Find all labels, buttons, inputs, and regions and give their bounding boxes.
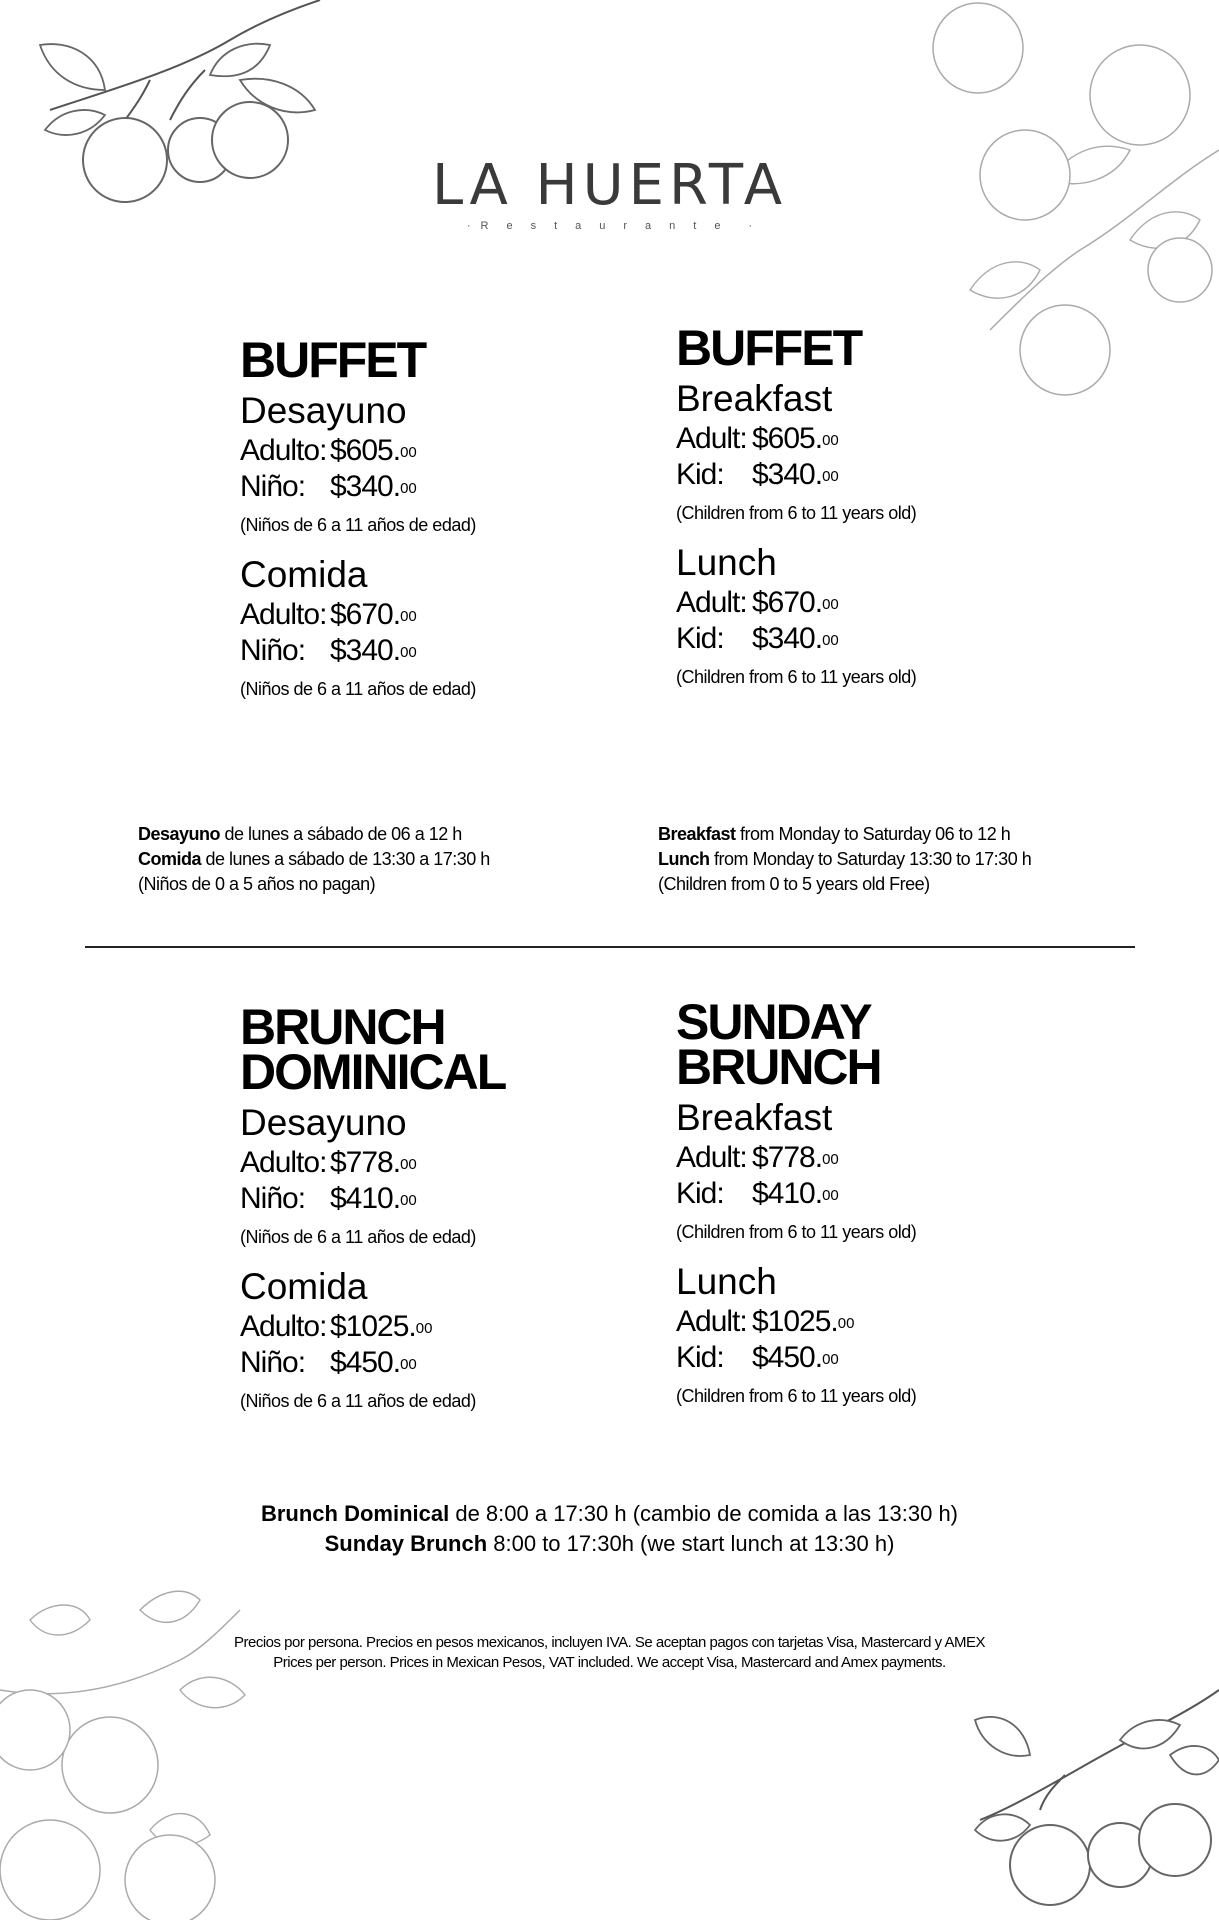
adult-cents: 00 (400, 444, 417, 461)
buffet-spanish-section (240, 332, 660, 717)
meal-label: Breakfast (676, 378, 833, 419)
kid-label: Niño: (240, 470, 306, 503)
schedule-label: Comida (138, 849, 202, 869)
kid-label: Niño: (240, 634, 306, 667)
schedule-text: de lunes a sábado de 13:30 a 17:30 h (201, 849, 490, 869)
meal-label: Breakfast (676, 1097, 833, 1138)
age-note: (Children from 6 to 11 years old) (676, 1386, 917, 1406)
kid-price-row (676, 1340, 1096, 1376)
kid-price-row (676, 457, 1096, 493)
adult-cents: 00 (822, 1151, 839, 1168)
hours-label: Brunch Dominical (260, 1501, 450, 1526)
schedule-spanish (138, 822, 490, 897)
adult-price-row (676, 1304, 1096, 1340)
kid-cents: 00 (822, 1351, 839, 1368)
adult-cents: 00 (822, 596, 839, 613)
kid-price: $340. (752, 622, 823, 655)
kid-cents: 00 (822, 468, 839, 485)
adult-price: $605. (752, 422, 823, 455)
kid-label: Kid: (676, 1177, 724, 1210)
adult-label: Adulto: (240, 434, 327, 467)
adult-price: $1025. (330, 1310, 416, 1343)
kid-price-row (240, 469, 660, 505)
fruit-branch-illustration-bottom-right (970, 1680, 1219, 1920)
logo-name: LA HUERTA (431, 153, 788, 218)
section-title: BUFFET (676, 320, 862, 376)
schedule-label: Lunch (658, 849, 710, 869)
section-title-line1: SUNDAY (676, 994, 871, 1050)
meal-label: Desayuno (240, 390, 407, 431)
section-title-line1: BRUNCH (240, 999, 445, 1055)
kid-price: $410. (752, 1177, 823, 1210)
adult-price: $778. (330, 1146, 401, 1179)
kid-price: $410. (330, 1182, 401, 1215)
kid-price: $450. (330, 1346, 401, 1379)
age-note: (Children from 6 to 11 years old) (676, 1222, 917, 1242)
schedule-text: from Monday to Saturday 13:30 to 17:30 h (709, 849, 1032, 869)
schedule-note: (Niños de 0 a 5 años no pagan) (138, 874, 376, 894)
schedule-note: (Children from 0 to 5 years old Free) (658, 874, 930, 894)
brunch-hours (0, 1499, 1219, 1559)
section-title-line2: BRUNCH (676, 1039, 881, 1095)
kid-label: Kid: (676, 458, 724, 491)
adult-label: Adult: (676, 1305, 747, 1338)
adult-price: $670. (330, 598, 401, 631)
adult-price-row (240, 597, 660, 633)
brunch-spanish-section (240, 999, 660, 1429)
adult-price: $1025. (752, 1305, 838, 1338)
adult-price-row (676, 1140, 1096, 1176)
footer-line-english: Prices per person. Prices in Mexican Pesos, VAT included. We accept Visa, Mastercard and Amex payments. (273, 1654, 946, 1671)
age-note: (Niños de 6 a 11 años de edad) (240, 1227, 476, 1247)
price-footer (0, 1633, 1219, 1673)
meal-label: Lunch (676, 1261, 777, 1302)
logo-subtitle: · Restaurante · (0, 220, 1219, 232)
section-title-line2: DOMINICAL (240, 1044, 506, 1100)
section-divider (85, 946, 1135, 948)
hours-label: Sunday Brunch (324, 1531, 488, 1556)
kid-price: $450. (752, 1341, 823, 1374)
kid-price-row (240, 1181, 660, 1217)
adult-price-row (676, 585, 1096, 621)
kid-label: Kid: (676, 622, 724, 655)
adult-price-row (240, 433, 660, 469)
kid-cents: 00 (400, 1192, 417, 1209)
kid-price: $340. (330, 634, 401, 667)
kid-label: Kid: (676, 1341, 724, 1374)
buffet-english-section (676, 320, 1096, 705)
adult-price: $670. (752, 586, 823, 619)
schedule-label: Breakfast (658, 824, 736, 844)
brunch-english-section (676, 994, 1096, 1424)
adult-price-row (240, 1145, 660, 1181)
schedule-text: from Monday to Saturday 06 to 12 h (735, 824, 1011, 844)
meal-label: Lunch (676, 542, 777, 583)
adult-cents: 00 (822, 432, 839, 449)
kid-cents: 00 (822, 632, 839, 649)
schedule-label: Desayuno (138, 824, 221, 844)
kid-price-row (676, 621, 1096, 657)
adult-label: Adult: (676, 422, 747, 455)
kid-price: $340. (330, 470, 401, 503)
age-note: (Niños de 6 a 11 años de edad) (240, 515, 476, 535)
hours-text: 8:00 to 17:30h (we start lunch at 13:30 h) (487, 1531, 895, 1556)
kid-price: $340. (752, 458, 823, 491)
kid-price-row (240, 633, 660, 669)
age-note: (Niños de 6 a 11 años de edad) (240, 1391, 476, 1411)
kid-label: Niño: (240, 1182, 306, 1215)
adult-label: Adult: (676, 586, 747, 619)
adult-cents: 00 (400, 608, 417, 625)
meal-label: Desayuno (240, 1102, 407, 1143)
schedule-text: de lunes a sábado de 06 a 12 h (220, 824, 462, 844)
adult-label: Adult: (676, 1141, 747, 1174)
fruit-branch-illustration-bottom-left (0, 1580, 260, 1920)
adult-cents: 00 (837, 1315, 855, 1332)
meal-label: Comida (240, 1266, 368, 1307)
kid-cents: 00 (400, 644, 417, 661)
adult-price: $605. (330, 434, 401, 467)
adult-price-row (240, 1309, 660, 1345)
adult-label: Adulto: (240, 1310, 327, 1343)
kid-price-row (240, 1345, 660, 1381)
adult-cents: 00 (415, 1320, 433, 1337)
kid-cents: 00 (400, 1356, 417, 1373)
adult-cents: 00 (400, 1156, 417, 1173)
section-title: BUFFET (240, 332, 426, 388)
adult-label: Adulto: (240, 1146, 327, 1179)
kid-price-row (676, 1176, 1096, 1212)
kid-label: Niño: (240, 1346, 306, 1379)
schedule-english (658, 822, 1031, 897)
age-note: (Children from 6 to 11 years old) (676, 667, 917, 687)
footer-line-spanish: Precios por persona. Precios en pesos mexicanos, incluyen IVA. Se aceptan pagos con tarjetas Visa, Mastercard y AMEX (233, 1634, 986, 1651)
kid-cents: 00 (822, 1187, 839, 1204)
meal-label: Comida (240, 554, 368, 595)
restaurant-logo (0, 153, 1219, 232)
adult-price: $778. (752, 1141, 823, 1174)
age-note: (Niños de 6 a 11 años de edad) (240, 679, 476, 699)
age-note: (Children from 6 to 11 years old) (676, 503, 917, 523)
adult-price-row (676, 421, 1096, 457)
adult-label: Adulto: (240, 598, 327, 631)
kid-cents: 00 (400, 480, 417, 497)
hours-text: de 8:00 a 17:30 h (cambio de comida a las 13:30 h) (449, 1501, 959, 1526)
